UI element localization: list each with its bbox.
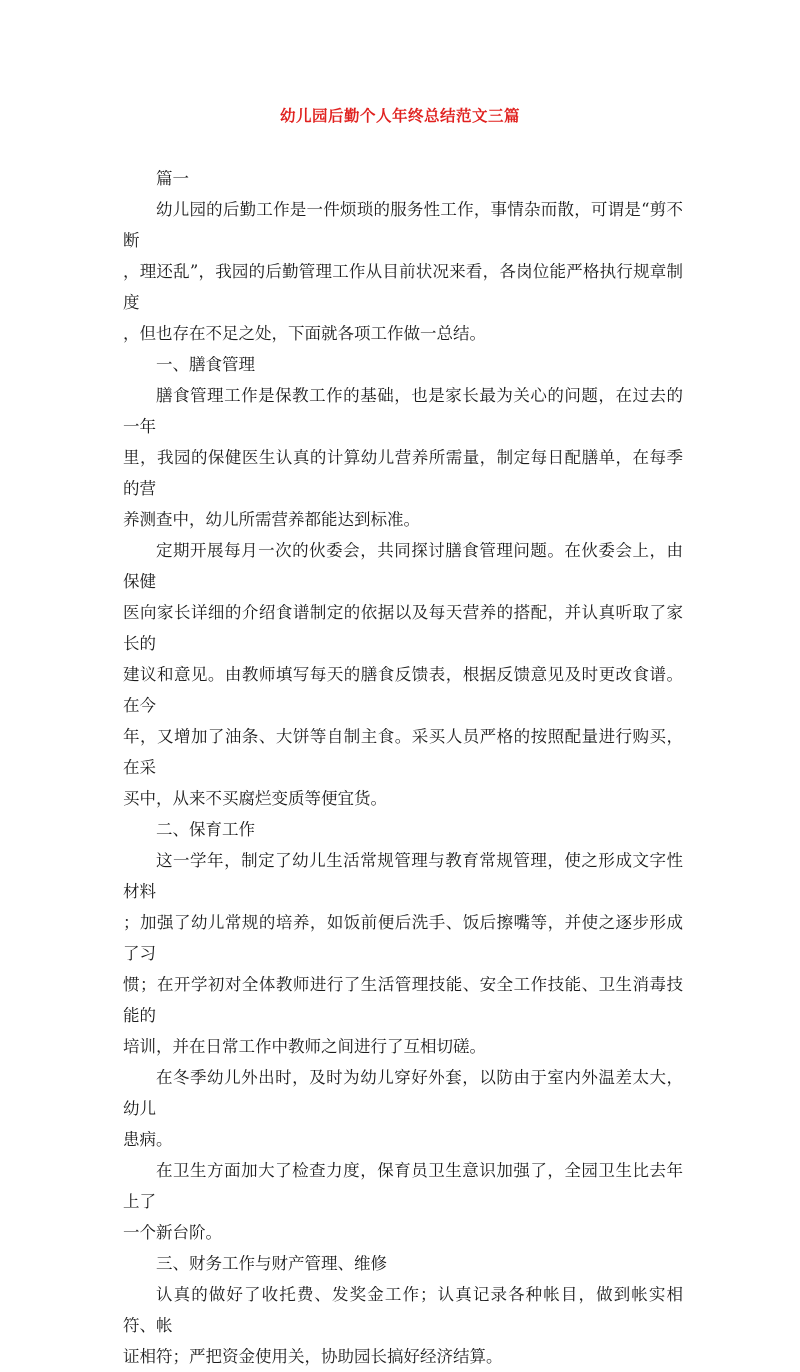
paragraph <box>123 1155 683 1248</box>
paragraph-line: ；加强了幼儿常规的培养，如饭前便后洗手、饭后擦嘴等，并使之逐步形成了习 <box>123 913 683 963</box>
paragraph-line: 建议和意见。由教师填写每天的膳食反馈表，根据反馈意见及时更改食谱。在今 <box>123 665 683 715</box>
paragraph-line: 二、保育工作 <box>156 820 255 839</box>
paragraph-line: 年，又增加了油条、大饼等自制主食。采买人员严格的按照配量进行购买，在采 <box>123 727 683 777</box>
paragraph-line: 认真的做好了收托费、发奖金工作；认真记录各种帐目，做到帐实相符、帐 <box>123 1285 683 1335</box>
paragraph-line: 在卫生方面加大了检查力度，保育员卫生意识加强了，全园卫生比去年上了 <box>123 1161 683 1211</box>
document-body <box>123 163 683 1372</box>
paragraph-line: 定期开展每月一次的伙委会，共同探讨膳食管理问题。在伙委会上，由保健 <box>123 541 683 591</box>
paragraph <box>123 814 683 845</box>
paragraph <box>123 194 683 349</box>
paragraph <box>123 380 683 535</box>
paragraph-line: 幼儿园的后勤工作是一件烦琐的服务性工作，事情杂而散，可谓是“剪不断 <box>123 200 683 250</box>
paragraph-line: ，但也存在不足之处，下面就各项工作做一总结。 <box>123 324 486 343</box>
paragraph-line: 培训，并在日常工作中教师之间进行了互相切磋。 <box>123 1037 486 1056</box>
paragraph-line: 一个新台阶。 <box>123 1223 222 1242</box>
paragraph <box>123 349 683 380</box>
paragraph-line: 膳食管理工作是保教工作的基础，也是家长最为关心的问题，在过去的一年 <box>123 386 683 436</box>
document-title: 幼儿园后勤个人年终总结范文三篇 <box>279 106 520 125</box>
paragraph-line: 买中，从来不买腐烂变质等便宜货。 <box>123 789 387 808</box>
paragraph-line: 一、膳食管理 <box>156 355 255 374</box>
paragraph-line: 篇一 <box>156 169 189 188</box>
paragraph <box>123 163 683 194</box>
paragraph-line: 在冬季幼儿外出时，及时为幼儿穿好外套，以防由于室内外温差太大，幼儿 <box>123 1068 683 1118</box>
paragraph <box>123 1279 683 1372</box>
paragraph-line: 惯；在开学初对全体教师进行了生活管理技能、安全工作技能、卫生消毒技能的 <box>123 975 683 1025</box>
paragraph-line: 三、财务工作与财产管理、维修 <box>156 1254 387 1273</box>
paragraph-line: ，理还乱”，我园的后勤管理工作从目前状况来看，各岗位能严格执行规章制度 <box>123 262 683 312</box>
paragraph-line: 证相符；严把资金使用关，协助园长搞好经济结算。 <box>123 1347 503 1366</box>
paragraph-line: 里，我园的保健医生认真的计算幼儿营养所需量，制定每日配膳单，在每季的营 <box>123 448 683 498</box>
paragraph <box>123 1248 683 1279</box>
paragraph-line: 医向家长详细的介绍食谱制定的依据以及每天营养的搭配，并认真听取了家长的 <box>123 603 683 653</box>
paragraph <box>123 845 683 1062</box>
paragraph-line: 养测查中，幼儿所需营养都能达到标准。 <box>123 510 420 529</box>
paragraph-line: 患病。 <box>123 1130 173 1149</box>
paragraph-line: 这一学年，制定了幼儿生活常规管理与教育常规管理，使之形成文字性材料 <box>123 851 683 901</box>
paragraph <box>123 535 683 814</box>
paragraph <box>123 1062 683 1155</box>
